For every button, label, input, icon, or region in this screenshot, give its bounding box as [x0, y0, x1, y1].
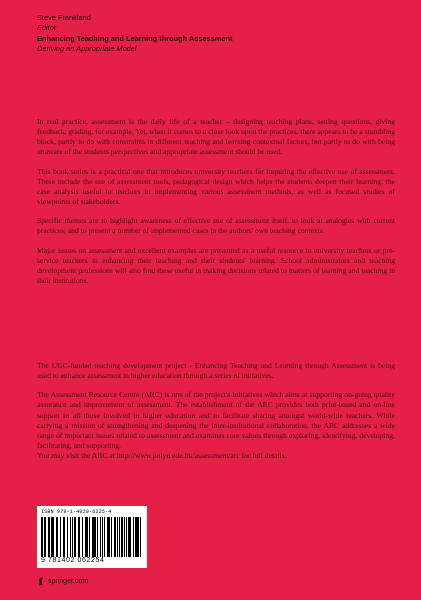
project-section: [37, 361, 395, 470]
barcode-bar: [130, 517, 131, 557]
blurb-paragraph: This book series is a practical one that introduces university teachers for inquiring the effective use of assessment. These include the use of assessment tools, pedagogical design which helps the students deepen their learning, the case analysis useful to teachers in implementing various assessment methods, as well as focused studies of viewpoints of stakeholders.: [37, 166, 395, 206]
barcode-bar: [79, 517, 80, 557]
barcode-bar: [57, 517, 58, 557]
barcode-bar: [135, 517, 137, 557]
barcode-bar: [114, 517, 116, 557]
barcode-bar: [67, 517, 68, 557]
barcode-bar: [51, 517, 53, 557]
project-paragraph: The Assessment Resource Centre (ARC) is one of the project's initiatives which aims at supporting on-going quality assurance and improvement of assessment. The establishment of the ARC provides both print-based and on-line support to all those involved in higher education and to facilitate sharing amongst world-wide teachers. While carrying a mission of strengthening and deepening the inter-institutional collaboration, the ARC addresses a wide range of important issues related to assessment and examines core values through exploring, identifying, developing, facilitating, and supporting.: [37, 390, 395, 450]
barcode-bar: [133, 517, 134, 557]
blurb-paragraph: In real practice, assessment is the daily life of a teacher – designing teaching plans, setting questions, giving feedback, grading, for example. Yet, when it comes to a close look upon the practices, there appears to be a stumbling block, partly to do with constraints in different teaching and learning contextual factors, but partly to do with being unaware of the students perspectives and appropriate assessment should be used.: [37, 117, 395, 157]
barcode-number: 9 781402 062254: [41, 557, 105, 564]
editor-role: Editor: [37, 23, 57, 33]
isbn-label: ISBN 978-1-4020-6225-4: [41, 509, 112, 515]
author-name: Steve Frankland: [37, 13, 91, 22]
blurb-paragraph: Major issues on assessment and excellent examples are presented as a useful resource to university teachers or pre-service teachers in enhancing their teaching and their students' learning. School administrators and teaching development professions will also find these useful in making decisions related to matters of learning and teaching in their institutions.: [37, 245, 395, 285]
barcode-bar: [97, 517, 98, 557]
book-header: [37, 13, 397, 55]
barcode-bar: [140, 517, 141, 557]
barcode-bar: [82, 517, 83, 557]
barcode-bars: [41, 517, 143, 557]
barcode-bar: [108, 517, 109, 557]
barcode-bar: [126, 517, 127, 557]
publisher-imprint: [37, 577, 88, 586]
barcode-bar: [93, 517, 95, 557]
barcode-bar: [72, 517, 73, 557]
springer-horse-icon: [37, 577, 45, 586]
book-title: Enhancing Teaching and Learning through Assessment: [37, 33, 233, 43]
blurb-paragraph: Specific themes are to highlight awareness of effective use of assessment itself, to look at analogies with current practices, and to present a number of implemented cases in the authors' own teaching contexts.: [37, 216, 395, 236]
barcode-bar: [104, 517, 105, 557]
project-paragraph: The UGC-funded teaching development project - Enhancing Teaching and Learning through Assessment is being used to enhance assessment in higher education through a series of initiatives.: [37, 361, 395, 381]
barcode-bar: [102, 517, 103, 557]
barcode-bar: [49, 517, 50, 557]
barcode-bar: [119, 517, 120, 557]
barcode-bar: [42, 517, 43, 557]
barcode-bar: [124, 517, 125, 557]
barcode-bar: [86, 517, 87, 557]
barcode-bar: [117, 517, 118, 557]
barcode-bar: [111, 517, 112, 557]
publisher-url: springer.com: [48, 578, 89, 585]
barcode-bar: [44, 517, 45, 557]
isbn-barcode: [37, 506, 147, 568]
barcode-bar: [138, 517, 139, 557]
arc-visit-line: You may visit the ARC at http://www.polyu.edu.hk/assessment/arc for full details.: [37, 451, 287, 461]
barcode-bar: [64, 517, 65, 557]
blurb-section: [37, 117, 395, 295]
barcode-bar: [60, 517, 61, 557]
barcode-bar: [74, 517, 76, 557]
barcode-bar: [89, 517, 90, 557]
book-subtitle: Deriving an Appropriate Model: [37, 44, 137, 54]
